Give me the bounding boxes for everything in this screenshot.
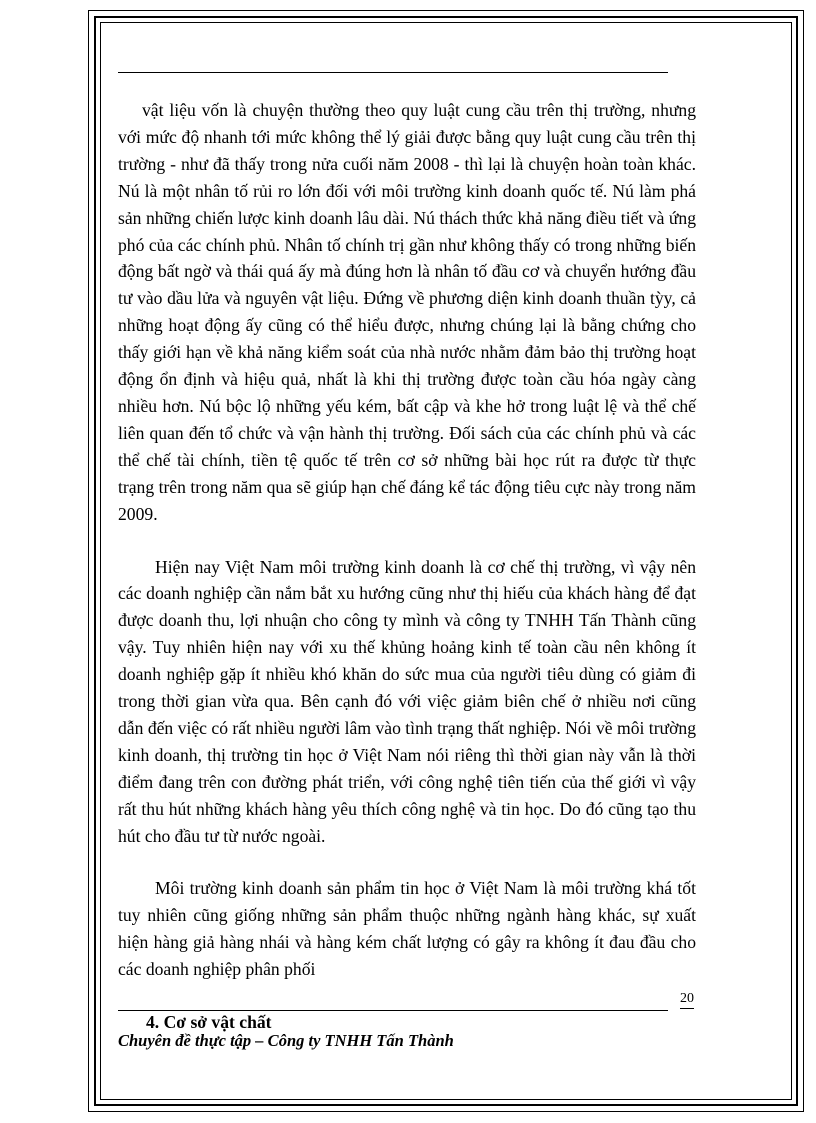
paragraph-2: Hiện nay Việt Nam môi trường kinh doanh là cơ chế thị trường, vì vậy nên các doanh nghiệp cần nắm bắt xu hướng cũng như thị hiếu của khách hàng để đạt được doanh thu, lợi nhuận cho công ty mình và công ty TNHH Tấn Thành cũng vậy. Tuy nhiên hiện nay với xu thế khủng hoảng kinh tế toàn cầu nên không ít doanh nghiệp gặp ít nhiều khó khăn do sức mua của người tiêu dùng có giảm đi trong thời gian vừa qua. Bên cạnh đó với việc giảm biên chế ở nhiều nơi cũng dẫn đến việc có rất nhiều người lâm vào tình trạng thất nghiệp. Nói về môi trường kinh doanh, thị trường tin học ở Việt Nam nói riêng thì thời gian này vẫn là thời điểm đang trên con đường phát triển, với công nghệ tiên tiến của thế giới vì vậy rất thu hút những khách hàng yêu thích công nghệ và tin học. Do đó cũng tạo thu hút cho đầu tư từ nước ngoài.: [118, 556, 696, 846]
footer-title: Chuyên đề thực tập – Công ty TNHH Tấn Thành: [118, 1031, 454, 1050]
paragraph-3: Môi trường kinh doanh sản phẩm tin học ở Việt Nam là môi trường khá tốt tuy nhiên cũng giống những sản phẩm thuộc những ngành hàng khác, sự xuất hiện hàng giả hàng nhái và hàng kém chất lượng có gây ra không ít đau đầu cho các doanh nghiệp phân phối: [118, 878, 696, 980]
page-number: 20: [680, 990, 694, 1009]
header-rule: [118, 72, 668, 73]
document-body: [118, 97, 696, 1036]
footer-rule: [118, 1010, 668, 1011]
paragraph-1: vật liệu vốn là chuyện thường theo quy luật cung cầu trên thị trường, nhưng với mức độ nhanh tới mức không thể lý giải được bằng quy luật cung cầu trên thị trường - như đã thấy trong nửa cuối năm 2008 - thì lại là chuyện hoàn toàn khác. Nú là một nhân tố rủi ro lớn đối với môi trường kinh doanh quốc tế. Nú làm phá sản những chiến lược kinh doanh lâu dài. Nú thách thức khả năng điều tiết và ứng phó của các chính phủ. Nhân tố chính trị gần như không thấy có trong những biến động bất ngờ và thái quá ấy mà đúng hơn là nhân tố đầu cơ và chuyển hướng đầu tư vào dầu lửa và nguyên vật liệu. Đứng về phương diện kinh doanh thuần tỳy, cả những hoạt động ấy cũng có thể hiểu được, nhưng chúng lại là bằng chứng cho thấy giới hạn về khả năng kiểm soát của nhà nước nhằm đảm bảo thị trường hoạt động ổn định và hiệu quả, nhất là khi thị trường được toàn cầu hóa ngày càng nhiều hơn. Nú bộc lộ những yếu kém, bất cập và khe hở trong luật lệ và thể chế liên quan đến tổ chức và vận hành thị trường. Đối sách của các chính phủ và các thể chế tài chính, tiền tệ quốc tế trên cơ sở những bài học rút ra được từ thực trạng trên trong năm qua sẽ giúp hạn chế đáng kể tác động tiêu cực này trong năm 2009.: [118, 100, 696, 524]
section-heading: 4. Cơ sở vật chất: [146, 1012, 272, 1033]
